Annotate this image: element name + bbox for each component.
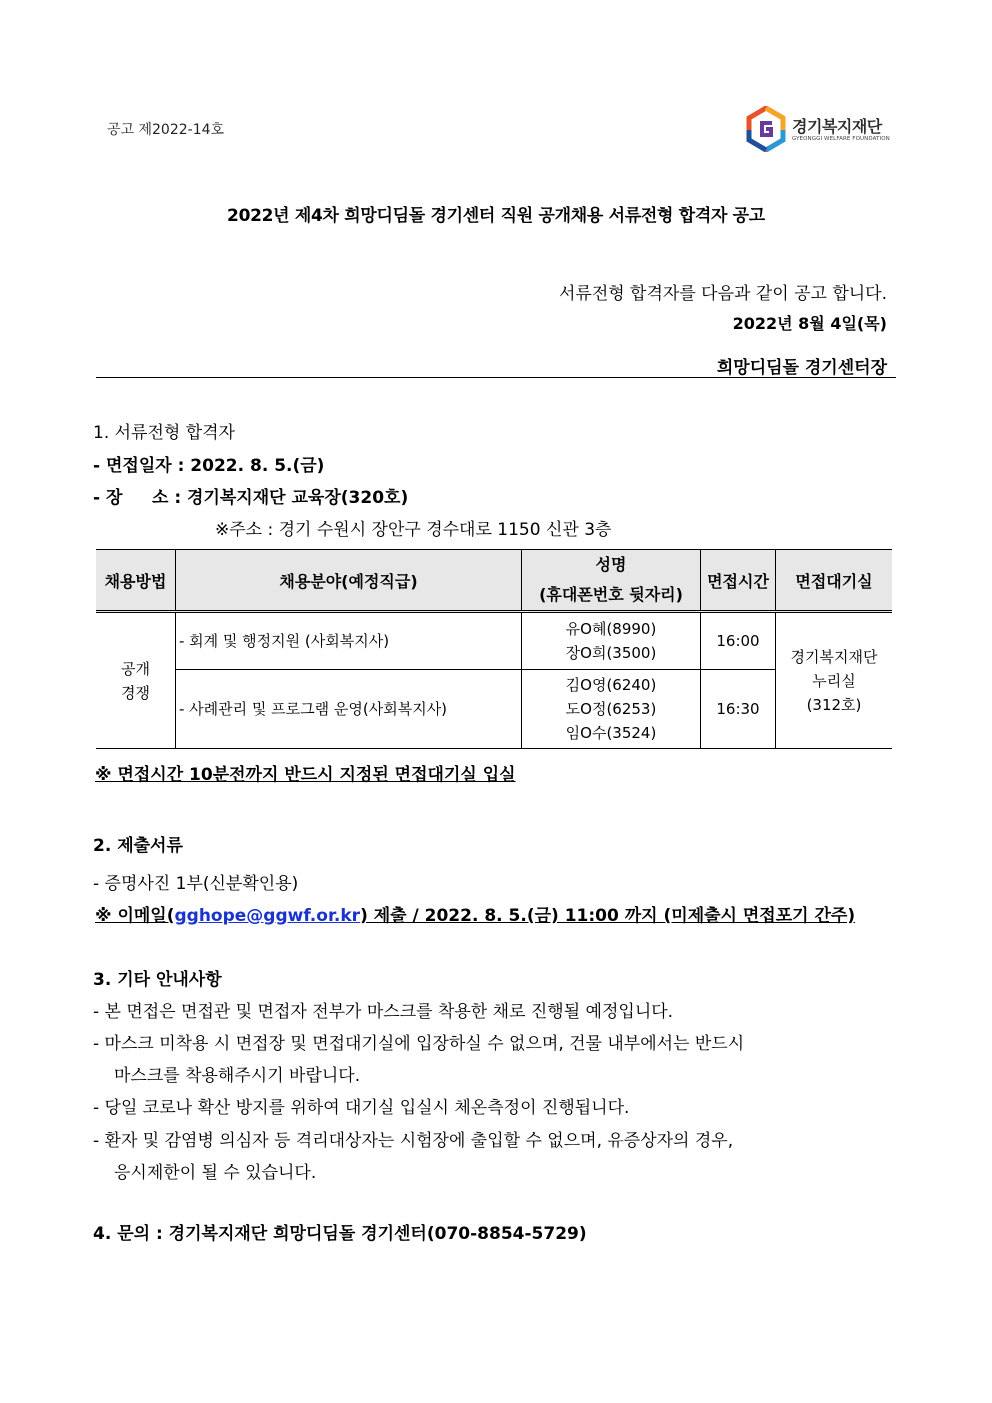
email-suffix: ) 제출 / 2022. 8. 5.(금) 11:00 까지 (미제출시 면접포기 간주) bbox=[360, 906, 856, 926]
candidate-name: 임O수(3524) bbox=[565, 724, 657, 742]
table-row bbox=[96, 612, 892, 670]
address-note: ※주소 : 경기 수원시 장안구 경수대로 1150 신관 3층 bbox=[215, 520, 612, 540]
interview-schedule-table bbox=[96, 549, 892, 749]
room-cell bbox=[776, 612, 893, 749]
header-time: 면접시간 bbox=[701, 550, 776, 612]
header-method: 채용방법 bbox=[96, 550, 176, 612]
candidate-name: 유O혜(8990) bbox=[565, 620, 657, 638]
section1-heading: 1. 서류전형 합격자 bbox=[93, 423, 235, 443]
email-submission-note bbox=[95, 901, 855, 926]
logo-name: 경기복지재단 bbox=[792, 117, 882, 136]
header-room: 면접대기실 bbox=[776, 550, 893, 612]
table-header-row bbox=[96, 550, 892, 612]
names-cell bbox=[522, 612, 701, 670]
guide-line: - 당일 코로나 확산 방지를 위하여 대기실 입실시 체온측정이 진행됩니다. bbox=[93, 1098, 630, 1118]
logo-subtitle: GYEONGGI WELFARE FOUNDATION bbox=[792, 136, 890, 142]
method-cell bbox=[96, 612, 176, 749]
announcement-date: 2022년 8월 4일(목) bbox=[732, 314, 887, 333]
field-cell: - 사례관리 및 프로그램 운영(사회복지사) bbox=[176, 670, 522, 749]
header-divider bbox=[96, 377, 896, 378]
candidate-name: 도O정(6253) bbox=[565, 700, 657, 718]
guide-line: 마스크를 착용해주시기 바랍니다. bbox=[114, 1066, 361, 1086]
header-name bbox=[522, 550, 701, 612]
candidate-name: 장O희(3500) bbox=[565, 644, 657, 662]
header-name-line1: 성명 bbox=[595, 555, 627, 574]
method-line: 경쟁 bbox=[121, 683, 150, 702]
intro-text: 서류전형 합격자를 다음과 같이 공고 합니다. bbox=[558, 284, 887, 304]
email-link[interactable]: gghope@ggwf.or.kr bbox=[174, 906, 361, 926]
contact-info: 4. 문의 : 경기복지재단 희망디딤돌 경기센터(070-8854-5729) bbox=[93, 1224, 587, 1244]
notice-number: 공고 제2022-14호 bbox=[107, 122, 225, 138]
foundation-logo-icon bbox=[746, 106, 786, 152]
document-title: 2022년 제4차 희망디딤돌 경기센터 직원 공개채용 서류전형 합격자 공고 bbox=[227, 206, 765, 226]
room-line: 누리실 bbox=[812, 671, 856, 690]
section2-heading: 2. 제출서류 bbox=[93, 836, 183, 856]
room-line: 경기복지재단 bbox=[790, 647, 878, 666]
time-cell: 16:30 bbox=[701, 670, 776, 749]
email-prefix: ※ 이메일( bbox=[95, 906, 175, 926]
room-line: (312호) bbox=[806, 695, 862, 714]
time-cell: 16:00 bbox=[701, 612, 776, 670]
header-field: 채용분야(예정직급) bbox=[176, 550, 522, 612]
signer: 희망디딤돌 경기센터장 bbox=[716, 358, 887, 378]
foundation-logo bbox=[746, 106, 906, 152]
names-cell bbox=[522, 670, 701, 749]
required-document: - 증명사진 1부(신분확인용) bbox=[93, 874, 299, 894]
guide-line: - 본 면접은 면접관 및 면접자 전부가 마스크를 착용한 채로 진행될 예정입니다. bbox=[93, 1002, 674, 1022]
guide-line: 응시제한이 될 수 있습니다. bbox=[114, 1163, 317, 1183]
interview-place: - 장 소 : 경기복지재단 교육장(320호) bbox=[93, 488, 409, 508]
header-name-line2: (휴대폰번호 뒷자리) bbox=[539, 585, 683, 604]
interview-date: - 면접일자 : 2022. 8. 5.(금) bbox=[93, 456, 325, 476]
table-row bbox=[96, 670, 892, 749]
candidate-name: 김O영(6240) bbox=[565, 676, 657, 694]
field-cell: - 회계 및 행정지원 (사회복지사) bbox=[176, 612, 522, 670]
method-line: 공개 bbox=[121, 659, 150, 678]
guide-line: - 마스크 미착용 시 면접장 및 면접대기실에 입장하실 수 없으며, 건물 내부에서는 반드시 bbox=[93, 1034, 745, 1054]
section3-heading: 3. 기타 안내사항 bbox=[93, 970, 222, 990]
guide-line: - 환자 및 감염병 의심자 등 격리대상자는 시험장에 출입할 수 없으며, 유증상자의 경우, bbox=[93, 1131, 734, 1151]
arrival-note: ※ 면접시간 10분전까지 반드시 지정된 면접대기실 입실 bbox=[95, 765, 516, 785]
